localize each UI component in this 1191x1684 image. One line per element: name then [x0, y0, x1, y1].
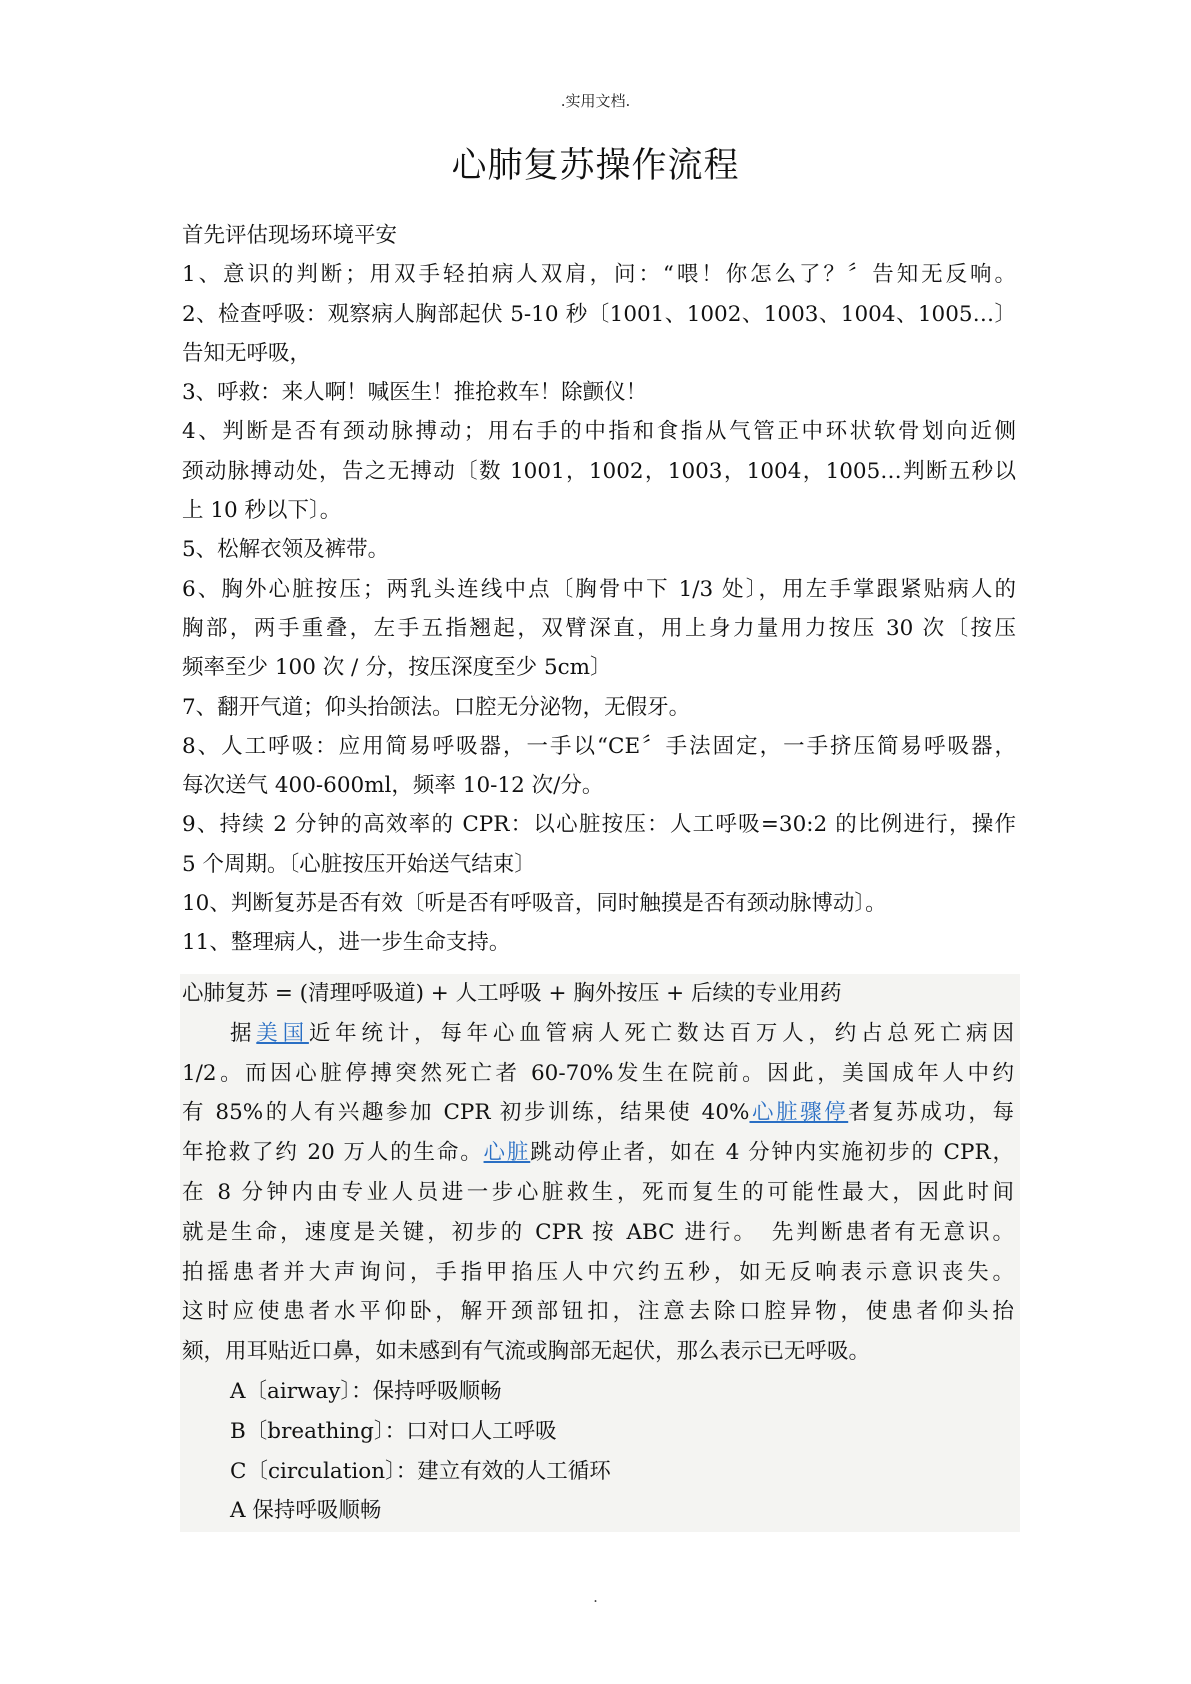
header-note: .实用文档. — [560, 92, 631, 110]
step-7: 7、翻开气道；仰头抬颌法。口腔无分泌物，无假牙。 — [182, 694, 691, 720]
text-span: 跳动停止者，如在 4 分钟内实施初步的 CPR， — [530, 1140, 1014, 1166]
paragraph-line: 就是生命，速度是关键，初步的 CPR 按 ABC 进行。 先判断患者有无意识。 — [182, 1219, 1014, 1245]
paragraph-line — [180, 1133, 1020, 1173]
cpr-formula: 心肺复苏 = (清理呼吸道) + 人工呼吸 + 胸外按压 + 后续的专业用药 — [182, 981, 842, 1006]
procedure-steps — [182, 216, 1016, 963]
link-cardiac-arrest[interactable]: 心脏骤停 — [749, 1100, 849, 1126]
paragraph-line: 拍摇患者并大声询问，手指甲掐压人中穴约五秒，如无反响表示意识丧失。 — [182, 1259, 1014, 1285]
text-span: 者复苏成功，每 — [848, 1100, 1014, 1126]
step-2-cont: 告知无呼吸， — [182, 340, 312, 366]
step-intro: 首先评估现场环境平安 — [182, 223, 398, 248]
paragraph-line — [180, 1014, 1020, 1054]
text-span: 近年统计，每年心血管病人死亡数达百万人，约占总死亡病因 — [308, 1020, 1014, 1046]
step-10: 10、判断复苏是否有效〔听是否有呼吸音，同时触摸是否有颈动脉博动〕。 — [182, 891, 887, 917]
abc-airway: A〔airway〕：保持呼吸顺畅 — [230, 1378, 502, 1404]
abc-breathing: B〔breathing〕：口对口人工呼吸 — [230, 1418, 557, 1444]
step-8: 8、人工呼吸：应用简易呼吸器，一手以“CE〞手法固定，一手挤压简易呼吸器， — [182, 733, 1016, 759]
text-span: 有 85%的人有兴趣参加 CPR 初步训练，结果使 40% — [182, 1100, 750, 1126]
paragraph-line: 在 8 分钟内由专业人员进一步心脏救生，死而复生的可能性最大，因此时间 — [182, 1179, 1014, 1205]
step-1: 1、意识的判断；用双手轻拍病人双肩，问：“喂！你怎么了？〞告知无反响。 — [182, 262, 1016, 288]
step-2: 2、检查呼吸：观察病人胸部起伏 5-10 秒〔1001、1002、1003、1004、1005…〕 — [182, 301, 1016, 327]
step-3: 3、呼救：来人啊！喊医生！推抢救车！除颤仪！ — [182, 380, 648, 406]
link-heart[interactable]: 心脏 — [483, 1140, 531, 1166]
step-5: 5、松解衣领及裤带。 — [182, 537, 390, 563]
page-title: 心肺复苏操作流程 — [451, 146, 740, 186]
abc-airway-heading: A 保持呼吸顺畅 — [230, 1498, 382, 1524]
text-span: 年抢救了约 20 万人的生命。 — [182, 1140, 484, 1166]
paragraph-line: 1/2。而因心脏停搏突然死亡者 60-70%发生在院前。因此，美国成年人中约 — [182, 1060, 1014, 1086]
step-9-cont: 5 个周期。〔心脏按压开始送气结束〕 — [182, 851, 536, 877]
step-6-cont2: 频率至少 100 次 / 分，按压深度至少 5cm〕 — [182, 655, 612, 681]
step-11: 11、整理病人，进一步生命支持。 — [182, 930, 511, 956]
paragraph-line: 颏，用耳贴近口鼻，如未感到有气流或胸部无起伏，那么表示已无呼吸。 — [182, 1339, 871, 1365]
step-6: 6、胸外心脏按压；两乳头连线中点〔胸骨中下 1/3 处〕，用左手掌跟紧贴病人的 — [182, 576, 1016, 602]
step-6-cont: 胸部，两手重叠，左手五指翘起，双臂深直，用上身力量用力按压 30 次〔按压 — [182, 615, 1016, 641]
step-8-cont: 每次送气 400-600ml，频率 10-12 次/分。 — [182, 773, 604, 799]
step-4-cont2: 上 10 秒以下〕。 — [182, 498, 342, 524]
step-9: 9、持续 2 分钟的高效率的 CPR：以心脏按压：人工呼吸=30:2 的比例进行，操作 — [182, 812, 1016, 838]
paragraph-line: 这时应使患者水平仰卧，解开颈部钮扣，注意去除口腔异物，使患者仰头抬 — [182, 1299, 1014, 1325]
step-4: 4、判断是否有颈动脉搏动；用右手的中指和食指从气管正中环状软骨划向近侧 — [182, 419, 1016, 445]
paragraph-line — [180, 1093, 1020, 1133]
text-span: 据 — [230, 1020, 257, 1046]
link-usa[interactable]: 美国 — [256, 1020, 309, 1046]
footer-mark: . — [593, 1588, 598, 1606]
abc-circulation: C〔circulation〕：建立有效的人工循环 — [230, 1458, 611, 1484]
cpr-background-section — [180, 974, 1020, 1532]
step-4-cont: 颈动脉搏动处，告之无搏动〔数 1001，1002，1003，1004，1005…判断五秒以 — [182, 458, 1016, 484]
